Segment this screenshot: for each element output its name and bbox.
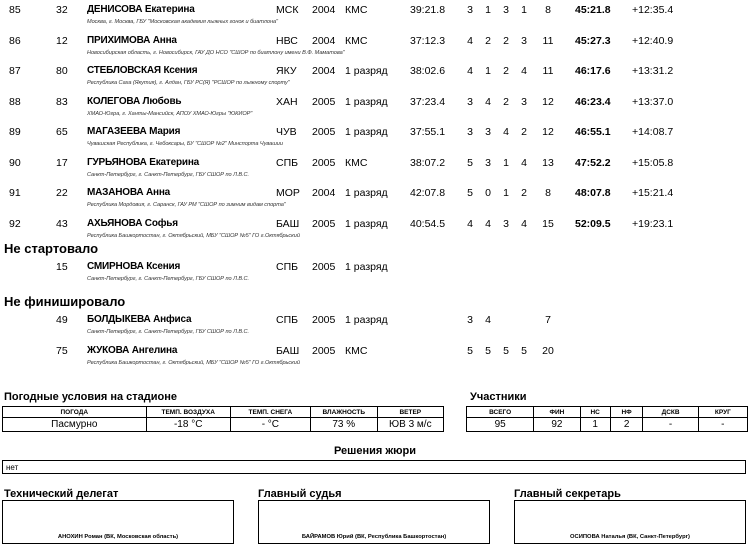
athlete-name: ПРИХИМОВА Анна: [87, 34, 177, 46]
shooting-1: 5: [467, 187, 473, 199]
shooting-4: 4: [521, 65, 527, 77]
penalty-total: 12: [542, 95, 554, 108]
birth-year: 2005: [312, 344, 336, 357]
birth-year: 2005: [312, 126, 336, 138]
bib-cell: 65: [56, 126, 68, 138]
rank-cell: 92: [9, 217, 21, 230]
bib-cell: 75: [56, 344, 68, 357]
result-row: [0, 254, 750, 290]
jury-title: Решения жюри: [333, 445, 417, 457]
shooting-2: 3: [485, 156, 491, 169]
region-code: СПБ: [276, 156, 299, 169]
region-code: БАШ: [276, 344, 300, 357]
final-time: 47:52.2: [575, 156, 611, 169]
weather-header: ВЛАЖНОСТЬ: [310, 407, 377, 418]
rank-cell: 89: [9, 126, 21, 138]
participants-value: 2: [610, 418, 643, 432]
shooting-3: 2: [503, 34, 509, 47]
dns-section-title: Не стартовало: [4, 241, 99, 256]
athlete-name: БОЛДЫКЕВА Анфиса: [87, 314, 192, 325]
signature-box-tech-delegate: [2, 500, 234, 544]
bib-cell: 83: [56, 95, 68, 108]
athlete-org: Новосибирская область, г. Новосибирск, ГАУ ДО НСО "СШОР по биатлону имени В.Ф. Маматова": [87, 49, 345, 56]
sport-category: 1 разряд: [345, 187, 388, 199]
participants-value: 92: [534, 418, 580, 432]
shooting-3: 2: [503, 65, 509, 77]
ski-time: 37:55.1: [410, 126, 446, 138]
time-behind: +15:05.8: [632, 156, 674, 169]
time-behind: +15:21.4: [632, 187, 674, 199]
ski-time: 37:12.3: [410, 34, 446, 47]
shooting-4: 5: [521, 344, 527, 357]
birth-year: 2005: [312, 314, 336, 326]
time-behind: +13:37.0: [632, 95, 674, 108]
rank-cell: 90: [9, 156, 21, 169]
participants-header-row: [467, 407, 748, 418]
shooting-2: 2: [485, 34, 491, 47]
jury-decision: нет: [2, 460, 746, 474]
shooting-3: 3: [503, 217, 509, 230]
shooting-1: 4: [467, 65, 473, 77]
result-row: [0, 338, 750, 374]
dnf-section-title: Не финишировало: [4, 294, 126, 309]
athlete-org: Санкт-Петербург, г. Санкт-Петербург, ГБУ СШОР по Л.В.С.: [87, 276, 250, 282]
athlete-org: Чувашская Республика, г. Чебоксары, БУ "СШОР №2" Минспорта Чувашии: [87, 141, 283, 147]
sport-category: КМС: [345, 4, 368, 16]
weather-table: [2, 406, 444, 432]
time-behind: +13:31.2: [632, 65, 674, 77]
penalty-total: 8: [545, 4, 551, 16]
sport-category: 1 разряд: [345, 126, 388, 138]
rank-cell: 85: [9, 4, 21, 16]
penalty-total: 12: [542, 126, 554, 138]
athlete-name: МАЗАНОВА Анна: [87, 187, 171, 198]
athlete-name: КОЛЕГОВА Любовь: [87, 95, 182, 107]
sport-category: КМС: [345, 34, 368, 47]
sport-category: 1 разряд: [345, 261, 388, 273]
athlete-name: ДЕНИСОВА Екатерина: [87, 4, 195, 15]
ski-time: 38:02.6: [410, 65, 446, 77]
signature-box-chief-secretary: [514, 500, 746, 544]
sport-category: 1 разряд: [345, 65, 388, 77]
penalty-total: 20: [542, 344, 554, 357]
shooting-1: 5: [467, 344, 473, 357]
weather-title: Погодные условия на стадионе: [4, 391, 178, 403]
ski-time: 38:07.2: [410, 156, 446, 169]
athlete-org: Санкт-Петербург, г. Санкт-Петербург, ГБУ СШОР по Л.В.С.: [87, 329, 250, 335]
weather-header: ТЕМП. СНЕГА: [230, 407, 310, 418]
weather-value: - °C: [230, 418, 310, 432]
athlete-org: Москва, г. Москва, ГБУ "Московская академия лыжных гонок и биатлона": [87, 19, 278, 25]
rank-cell: 91: [9, 187, 21, 199]
shooting-2: 4: [485, 95, 491, 108]
time-behind: +12:40.9: [632, 34, 674, 47]
official-name-chief-secretary: ОСИПОВА Наталья (ВК, Санкт-Петербург): [570, 534, 690, 540]
bib-cell: 22: [56, 187, 68, 199]
birth-year: 2005: [312, 217, 336, 230]
shooting-2: 1: [485, 65, 491, 77]
birth-year: 2004: [312, 65, 336, 77]
shooting-1: 4: [467, 34, 473, 47]
bib-cell: 49: [56, 314, 68, 326]
ski-time: 40:54.5: [410, 217, 446, 230]
ski-time: 42:07.8: [410, 187, 446, 199]
participants-table: [466, 406, 748, 432]
athlete-org: Республика Мордовия, г. Саранск, ГАУ РМ "СШОР по зимним видам спорта": [87, 202, 286, 208]
official-role-chief-secretary: Главный секретарь: [514, 488, 621, 500]
shooting-2: 0: [485, 187, 491, 199]
rank-cell: 86: [9, 34, 21, 47]
shooting-2: 4: [485, 314, 491, 326]
weather-value: Пасмурно: [3, 418, 147, 432]
penalty-total: 8: [545, 187, 551, 199]
time-behind: +12:35.4: [632, 4, 674, 16]
region-code: НВС: [276, 34, 298, 47]
region-code: СПБ: [276, 314, 299, 326]
shooting-1: 5: [467, 156, 473, 169]
region-code: ЯКУ: [276, 65, 297, 77]
shooting-2: 5: [485, 344, 491, 357]
final-time: 48:07.8: [575, 187, 611, 199]
weather-header: ТЕМП. ВОЗДУХА: [146, 407, 230, 418]
participants-header: ДСКВ: [643, 407, 698, 418]
weather-value-row: [3, 418, 444, 432]
penalty-total: 11: [542, 65, 554, 77]
participants-value: 1: [580, 418, 610, 432]
weather-header: ПОГОДА: [3, 407, 147, 418]
final-time: 46:17.6: [575, 65, 611, 77]
weather-header: ВЕТЕР: [377, 407, 443, 418]
shooting-3: 2: [503, 95, 509, 108]
participants-header: ВСЕГО: [467, 407, 534, 418]
shooting-3: 5: [503, 344, 509, 357]
sport-category: КМС: [345, 344, 368, 357]
rank-cell: 88: [9, 95, 21, 108]
bib-cell: 17: [56, 156, 68, 169]
final-time: 46:55.1: [575, 126, 611, 138]
penalty-total: 15: [542, 217, 554, 230]
shooting-1: 3: [467, 4, 473, 16]
penalty-total: 11: [542, 34, 554, 47]
athlete-org: Санкт-Петербург, г. Санкт-Петербург, ГБУ СШОР по Л.В.С.: [87, 171, 250, 178]
athlete-org: Республика Башкортостан, г. Октябрьский, МБУ "СШОР №5" ГО г.Октябрьский: [87, 359, 300, 366]
official-role-tech-delegate: Технический делегат: [4, 488, 119, 500]
official-name-tech-delegate: АНОХИН Роман (ВК, Московская область): [57, 534, 179, 540]
region-code: БАШ: [276, 217, 300, 230]
participants-header: КРУГ: [698, 407, 747, 418]
sport-category: 1 разряд: [345, 314, 388, 326]
shooting-3: 3: [503, 4, 509, 16]
birth-year: 2005: [312, 156, 336, 169]
shooting-4: 1: [521, 4, 527, 16]
birth-year: 2004: [312, 4, 336, 16]
region-code: СПБ: [276, 261, 299, 273]
final-time: 46:23.4: [575, 95, 611, 108]
penalty-total: 7: [545, 314, 551, 326]
shooting-4: 2: [521, 187, 527, 199]
participants-value: 95: [467, 418, 534, 432]
athlete-org: Республика Башкортостан, г. Октябрьский, МБУ "СШОР №5" ГО г.Октябрьский: [87, 232, 300, 239]
weather-header-row: [3, 407, 444, 418]
shooting-4: 4: [521, 217, 527, 230]
weather-value: 73 %: [310, 418, 377, 432]
bib-cell: 80: [56, 65, 68, 77]
athlete-name: АХЬЯНОВА Софья: [87, 217, 178, 229]
official-name-chief-judge: БАЙРАМОВ Юрий (ВК, Республика Башкортостан): [301, 534, 447, 540]
participants-title: Участники: [470, 391, 527, 403]
rank-cell: 87: [9, 65, 21, 77]
shooting-3: 4: [503, 126, 509, 138]
bib-cell: 32: [56, 4, 68, 16]
shooting-4: 2: [521, 126, 527, 138]
birth-year: 2004: [312, 34, 336, 47]
athlete-name: ГУРЬЯНОВА Екатерина: [87, 156, 200, 168]
shooting-4: 3: [521, 34, 527, 47]
shooting-2: 3: [485, 126, 491, 138]
sport-category: 1 разряд: [345, 217, 388, 230]
shooting-3: 1: [503, 187, 509, 199]
athlete-name: МАГАЗЕЕВА Мария: [87, 126, 181, 137]
shooting-2: 4: [485, 217, 491, 230]
final-time: 52:09.5: [575, 217, 611, 230]
region-code: ХАН: [276, 95, 298, 108]
bib-cell: 43: [56, 217, 68, 230]
region-code: МСК: [276, 4, 299, 16]
shooting-1: 3: [467, 314, 473, 326]
bib-cell: 12: [56, 34, 68, 47]
shooting-3: 1: [503, 156, 509, 169]
athlete-org: ХМАО-Югра, г. Ханты-Мансийск, АПОУ ХМАО-Югры "ЮКИОР": [87, 110, 253, 117]
athlete-name: ЖУКОВА Ангелина: [87, 344, 178, 356]
participants-header: ФИН: [534, 407, 580, 418]
birth-year: 2004: [312, 187, 336, 199]
penalty-total: 13: [542, 156, 554, 169]
weather-value: ЮВ 3 м/с: [377, 418, 443, 432]
birth-year: 2005: [312, 95, 336, 108]
sport-category: 1 разряд: [345, 95, 388, 108]
ski-time: 37:23.4: [410, 95, 446, 108]
athlete-name: СМИРНОВА Ксения: [87, 261, 181, 272]
time-behind: +19:23.1: [632, 217, 674, 230]
region-code: ЧУВ: [276, 126, 297, 138]
official-role-chief-judge: Главный судья: [258, 488, 342, 500]
shooting-1: 3: [467, 126, 473, 138]
bib-cell: 15: [56, 261, 68, 273]
final-time: 45:21.8: [575, 4, 611, 16]
birth-year: 2005: [312, 261, 336, 273]
shooting-2: 1: [485, 4, 491, 16]
ski-time: 39:21.8: [410, 4, 446, 16]
athlete-org: Республика Саха (Якутия), г. Алдан, ГБУ РС(Я) "РСШОР по лыжному спорту": [87, 80, 290, 86]
region-code: МОР: [276, 187, 300, 199]
participants-value-row: [467, 418, 748, 432]
shooting-1: 3: [467, 95, 473, 108]
result-row: [0, 211, 750, 247]
participants-header: НС: [580, 407, 610, 418]
final-time: 45:27.3: [575, 34, 611, 47]
shooting-4: 3: [521, 95, 527, 108]
participants-value: -: [643, 418, 698, 432]
shooting-1: 4: [467, 217, 473, 230]
weather-value: -18 °C: [146, 418, 230, 432]
participants-header: НФ: [610, 407, 643, 418]
participants-value: -: [698, 418, 747, 432]
shooting-4: 4: [521, 156, 527, 169]
time-behind: +14:08.7: [632, 126, 674, 138]
signature-box-chief-judge: [258, 500, 490, 544]
athlete-name: СТЕБЛОВСКАЯ Ксения: [87, 65, 198, 76]
sport-category: КМС: [345, 156, 368, 169]
